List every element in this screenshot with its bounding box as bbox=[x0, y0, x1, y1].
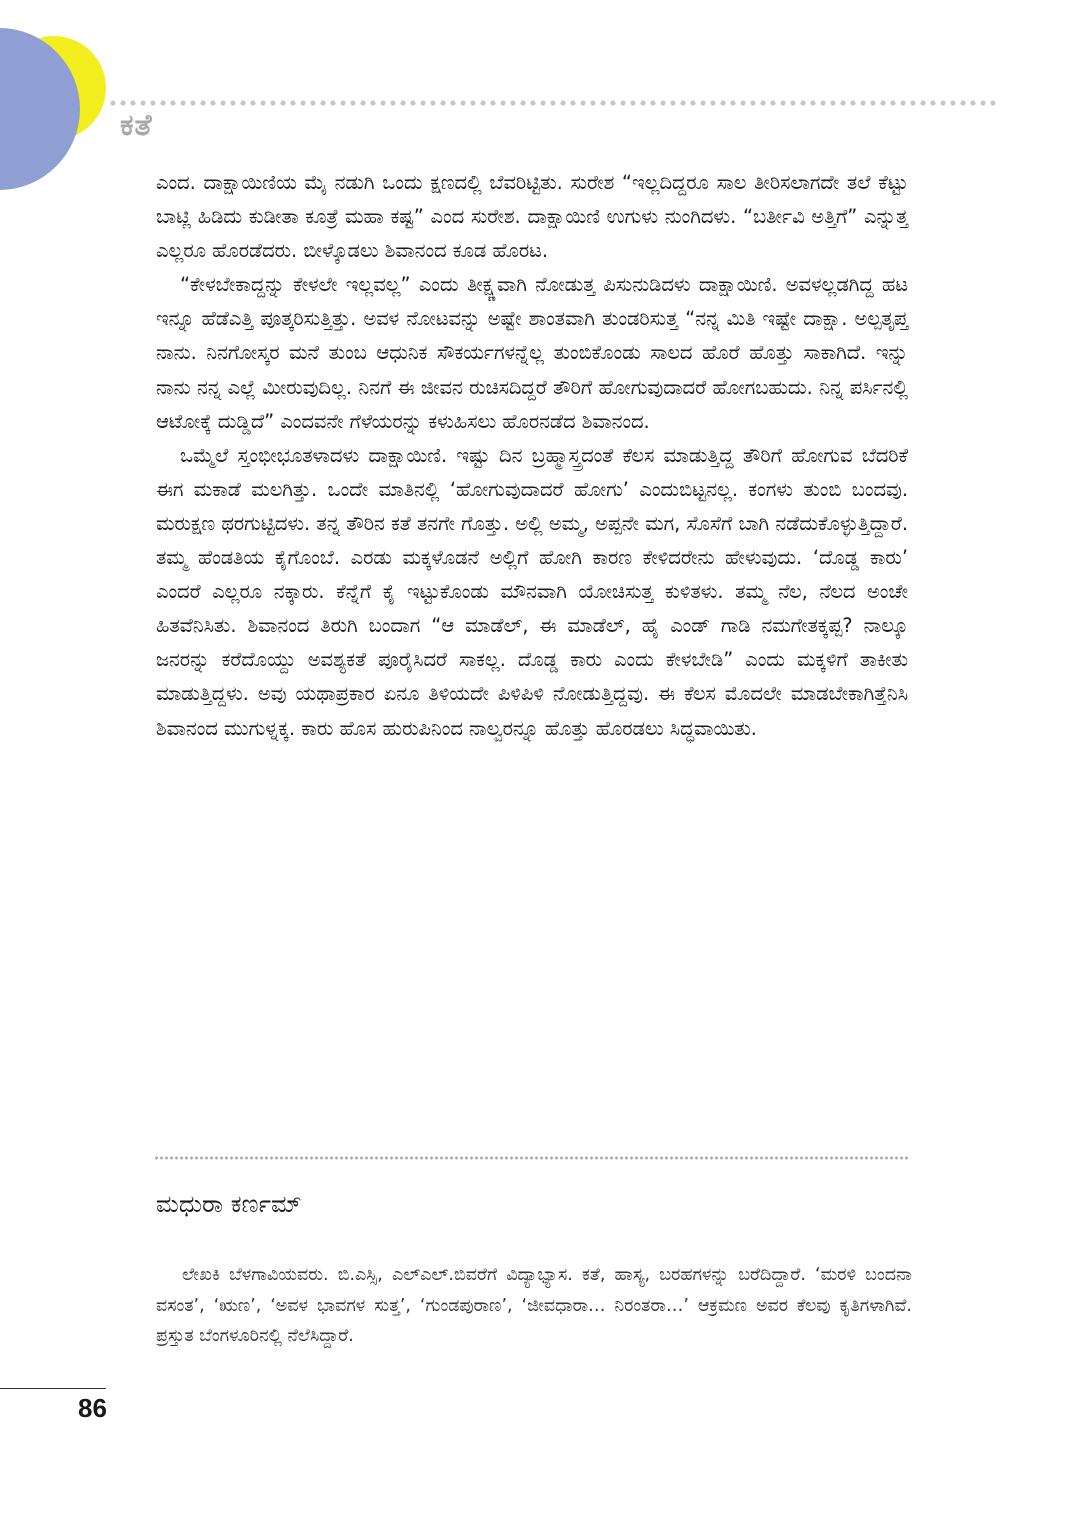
section-label: ಕತೆ bbox=[120, 108, 153, 143]
page-number-rule bbox=[0, 1388, 106, 1389]
author-section-divider bbox=[154, 1156, 910, 1160]
story-paragraph: ಒಮ್ಮೆಲೆ ಸ್ತಂಭೀಭೂತಳಾದಳು ದಾಕ್ಷಾಯಿಣಿ. ಇಷ್ಟು ದಿನ ಬ್ರಹ್ಮಾಸ್ತ್ರದಂತೆ ಕೆಲಸ ಮಾಡುತ್ತಿದ್ದ ತೌರಿಗೆ ಹೋಗುವ ಬೆದರಿಕೆ ಈಗ ಮಕಾಡೆ ಮಲಗಿತ್ತು. ಒಂದೇ ಮಾತಿನಲ್ಲಿ ‘ಹೋಗುವುದಾದರೆ ಹೋಗು’ ಎಂದುಬಿಟ್ಟನಲ್ಲ. ಕಂಗಳು ತುಂಬಿ ಬಂದವು. ಮರುಕ್ಷಣ ಥರಗುಟ್ಟಿದಳು. ತನ್ನ ತೌರಿನ ಕತೆ ತನಗೇ ಗೊತ್ತು. ಅಲ್ಲಿ ಅಮ್ಮ, ಅಪ್ಪನೇ ಮಗ, ಸೊಸೆಗೆ ಬಾಗಿ ನಡೆದುಕೊಳ್ಳುತ್ತಿದ್ದಾರೆ. ತಮ್ಮ ಹೆಂಡತಿಯ ಕೈಗೊಂಬೆ. ಎರಡು ಮಕ್ಕಳೊಡನೆ ಅಲ್ಲಿಗೆ ಹೋಗಿ ಕಾರಣ ಕೇಳಿದರೇನು ಹೇಳುವುದು. ‘ದೊಡ್ಡ ಕಾರು’ ಎಂದರೆ ಎಲ್ಲರೂ ನಕ್ಕಾರು. ಕೆನ್ನೆಗೆ ಕೈ ಇಟ್ಟುಕೊಂಡು ಮೌನವಾಗಿ ಯೋಚಿಸುತ್ತ ಕುಳಿತಳು. ತಮ್ಮ ನೆಲ, ನೆಲದ ಅಂಚೇ ಹಿತವೆನಿಸಿತು. ಶಿವಾನಂದ ತಿರುಗಿ ಬಂದಾಗ “ಆ ಮಾಡೆಲ್, ಈ ಮಾಡೆಲ್, ಹೈ ಎಂಡ್ ಗಾಡಿ ನಮಗೇತಕ್ಕಪ್ಪ? ನಾಲ್ಕೂ ಜನರನ್ನು ಕರೆದೊಯ್ದು ಅವಶ್ಯಕತೆ ಪೂರೈಸಿದರೆ ಸಾಕಲ್ಲ. ದೊಡ್ಡ ಕಾರು ಎಂದು ಕೇಳಬೇಡಿ” ಎಂದು ಮಕ್ಕಳಿಗೆ ತಾಕೀತು ಮಾಡುತ್ತಿದ್ದಳು. ಅವು ಯಥಾಪ್ರಕಾರ ಏನೂ ತಿಳಿಯದೇ ಪಿಳಿಪಿಳಿ ನೋಡುತ್ತಿದ್ದವು. ಈ ಕೆಲಸ ಮೊದಲೇ ಮಾಡಬೇಕಾಗಿತ್ತೆನಿಸಿ ಶಿವಾನಂದ ಮುಗುಳ್ನಕ್ಕ. ಕಾರು ಹೊಸ ಹುರುಪಿನಿಂದ ನಾಲ್ವರನ್ನೂ ಹೊತ್ತು ಹೊರಡಲು ಸಿದ್ಧವಾಯಿತು. bbox=[156, 443, 908, 740]
author-bio: ಲೇಖಕಿ ಬೆಳಗಾವಿಯವರು. ಬಿ.ಎಸ್ಸಿ, ಎಲ್ಎಲ್.ಬಿವರೆಗೆ ವಿದ್ಯಾಭ್ಯಾಸ. ಕತೆ, ಹಾಸ್ಯ, ಬರಹಗಳನ್ನು ಬರೆದಿದ್ದಾರೆ. ‘ಮರಳಿ ಬಂದನಾ ವಸಂತ’, ‘ಋಣ’, ‘ಅವಳ ಭಾವಗಳ ಸುತ್ತ’, ‘ಗುಂಡಪುರಾಣ’, ‘ಜೀವಧಾರಾ… ನಿರಂತರಾ…’ ಆಕ್ರಮಣ ಅವರ ಕೆಲವು ಕೃತಿಗಳಾಗಿವೆ. ಪ್ರಸ್ತುತ ಬೆಂಗಳೂರಿನಲ್ಲಿ ನೆಲೆಸಿದ್ದಾರೆ. bbox=[156, 1265, 912, 1346]
story-body bbox=[156, 166, 908, 746]
header-dotted-divider bbox=[108, 99, 1000, 107]
story-paragraph: “ಕೇಳಬೇಕಾದ್ದನ್ನು ಕೇಳಲೇ ಇಲ್ಲವಲ್ಲ” ಎಂದು ತೀಕ್ಷ್ಣವಾಗಿ ನೋಡುತ್ತ ಪಿಸುನುಡಿದಳು ದಾಕ್ಷಾಯಿಣಿ. ಅವಳಲ್ಲಡಗಿದ್ದ ಹಟ ಇನ್ನೂ ಹೆಡೆಎತ್ತಿ ಪೂತ್ಕರಿಸುತ್ತಿತ್ತು. ಅವಳ ನೋಟವನ್ನು ಅಷ್ಟೇ ಶಾಂತವಾಗಿ ತುಂಡರಿಸುತ್ತ “ನನ್ನ ಮಿತಿ ಇಷ್ಟೇ ದಾಕ್ಷಾ. ಅಲ್ಪತೃಪ್ತ ನಾನು. ನಿನಗೋಸ್ಕರ ಮನೆ ತುಂಬ ಆಧುನಿಕ ಸೌಕರ್ಯಗಳನ್ನೆಲ್ಲ ತುಂಬಿಕೊಂಡು ಸಾಲದ ಹೊರೆ ಹೊತ್ತು ಸಾಕಾಗಿದೆ. ಇನ್ನು ನಾನು ನನ್ನ ಎಲ್ಲೆ ಮೀರುವುದಿಲ್ಲ. ನಿನಗೆ ಈ ಜೀವನ ರುಚಿಸದಿದ್ದರೆ ತೌರಿಗೆ ಹೋಗುವುದಾದರೆ ಹೋಗಬಹುದು. ನಿನ್ನ ಪರ್ಸಿನಲ್ಲಿ ಆಟೋಕ್ಕೆ ದುಡ್ಡಿದೆ” ಎಂದವನೇ ಗೆಳೆಯರನ್ನು ಕಳುಹಿಸಲು ಹೊರನಡೆದ ಶಿವಾನಂದ. bbox=[156, 273, 908, 433]
story-paragraph: ಎಂದ. ದಾಕ್ಷಾಯಿಣಿಯ ಮೈ ನಡುಗಿ ಒಂದು ಕ್ಷಣದಲ್ಲಿ ಬೆವರಿಟ್ಟಿತು. ಸುರೇಶ “ಇಲ್ಲದಿದ್ದರೂ ಸಾಲ ತೀರಿಸಲಾಗದೇ ತಲೆ ಕೆಟ್ಟು ಬಾಟ್ಲಿ ಹಿಡಿದು ಕುಡೀತಾ ಕೂತ್ರೆ ಮಹಾ ಕಷ್ಟ” ಎಂದ ಸುರೇಶ. ದಾಕ್ಷಾಯಿಣಿ ಉಗುಳು ನುಂಗಿದಳು. “ಬರ್ತೀವಿ ಅತ್ತಿಗೆ” ಎನ್ನುತ್ತ ಎಲ್ಲರೂ ಹೊರಡೆದರು. ಬೀಳ್ಕೊಡಲು ಶಿವಾನಂದ ಕೂಡ ಹೊರಟ. bbox=[156, 171, 908, 263]
author-name: ಮಧುರಾ ಕರ್ಣಮ್ bbox=[156, 1190, 302, 1218]
page-number: 86 bbox=[78, 1393, 107, 1423]
